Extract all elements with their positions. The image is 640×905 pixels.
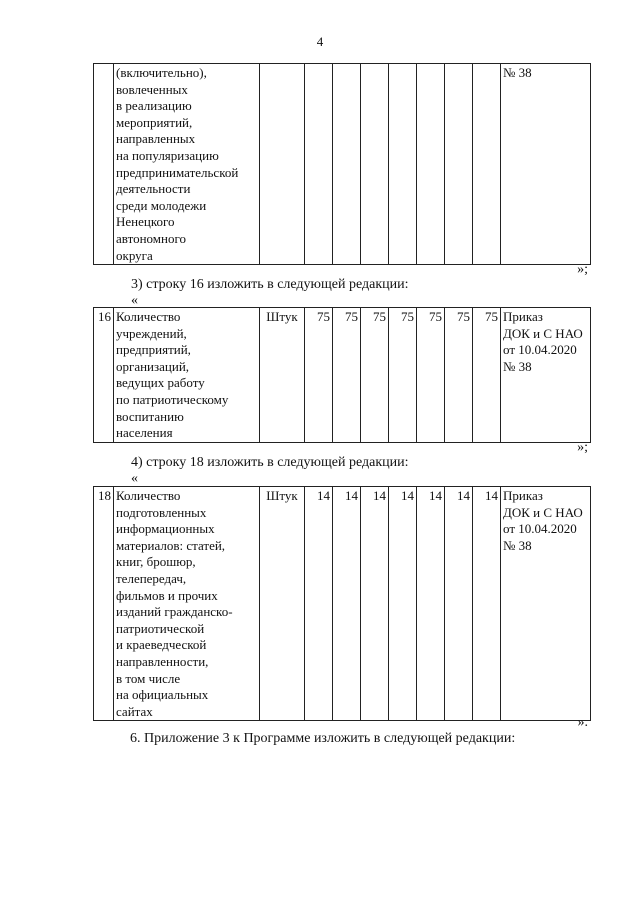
source-cell: № 38 (501, 64, 591, 265)
value-cell: 75 (417, 308, 445, 443)
table-row18 (93, 486, 591, 721)
value-cell (333, 64, 361, 265)
opening-quote: « (131, 471, 138, 486)
value-cell (389, 64, 417, 265)
unit-cell: Штук (260, 487, 305, 721)
table-row16 (93, 307, 591, 443)
value-cell: 14 (333, 487, 361, 721)
value-cell: 75 (305, 308, 333, 443)
source-cell: Приказ ДОК и С НАО от 10.04.2020 № 38 (501, 487, 591, 721)
value-cell: 75 (473, 308, 501, 443)
paragraph-row18: 4) строку 18 изложить в следующей редакции: (131, 455, 409, 470)
value-cell (473, 64, 501, 265)
table-row (94, 487, 591, 721)
value-cell (445, 64, 473, 265)
unit-cell (260, 64, 305, 265)
value-cell: 14 (473, 487, 501, 721)
value-cell: 14 (417, 487, 445, 721)
indicator-name-cell: Количество подготовленных информационных материалов: статей, книг, брошюр, телепередач, фильмов и прочих изданий гражданско- патриотической и краеведческой направленности, в том числе на официальных сайтах (114, 487, 260, 721)
row-number-cell (94, 64, 114, 265)
row-number-cell: 18 (94, 487, 114, 721)
indicator-name-cell: (включительно), вовлеченных в реализацию мероприятий, направленных на популяризацию предпринимательской деятельности среди молодежи Ненецкого автономного округа (114, 64, 260, 265)
unit-cell: Штук (260, 308, 305, 443)
value-cell (305, 64, 333, 265)
opening-quote: « (131, 293, 138, 308)
value-cell: 14 (389, 487, 417, 721)
paragraph-appendix: 6. Приложение 3 к Программе изложить в следующей редакции: (130, 731, 516, 746)
page-number: 4 (316, 34, 324, 49)
value-cell: 14 (445, 487, 473, 721)
indicator-name-cell: Количество учреждений, предприятий, организаций, ведущих работу по патриотическому воспитанию населения (114, 308, 260, 443)
table-continuation (93, 63, 591, 265)
value-cell: 75 (445, 308, 473, 443)
paragraph-row16: 3) строку 16 изложить в следующей редакции: (131, 277, 409, 292)
closing-quote: »; (577, 440, 588, 455)
source-cell: Приказ ДОК и С НАО от 10.04.2020 № 38 (501, 308, 591, 443)
value-cell (361, 64, 389, 265)
row-number-cell: 16 (94, 308, 114, 443)
table-row (94, 64, 591, 265)
value-cell: 75 (361, 308, 389, 443)
value-cell: 75 (333, 308, 361, 443)
closing-quote: ». (577, 715, 588, 730)
value-cell: 14 (361, 487, 389, 721)
value-cell: 14 (305, 487, 333, 721)
value-cell (417, 64, 445, 265)
value-cell: 75 (389, 308, 417, 443)
table-row (94, 308, 591, 443)
closing-quote: »; (577, 262, 588, 277)
